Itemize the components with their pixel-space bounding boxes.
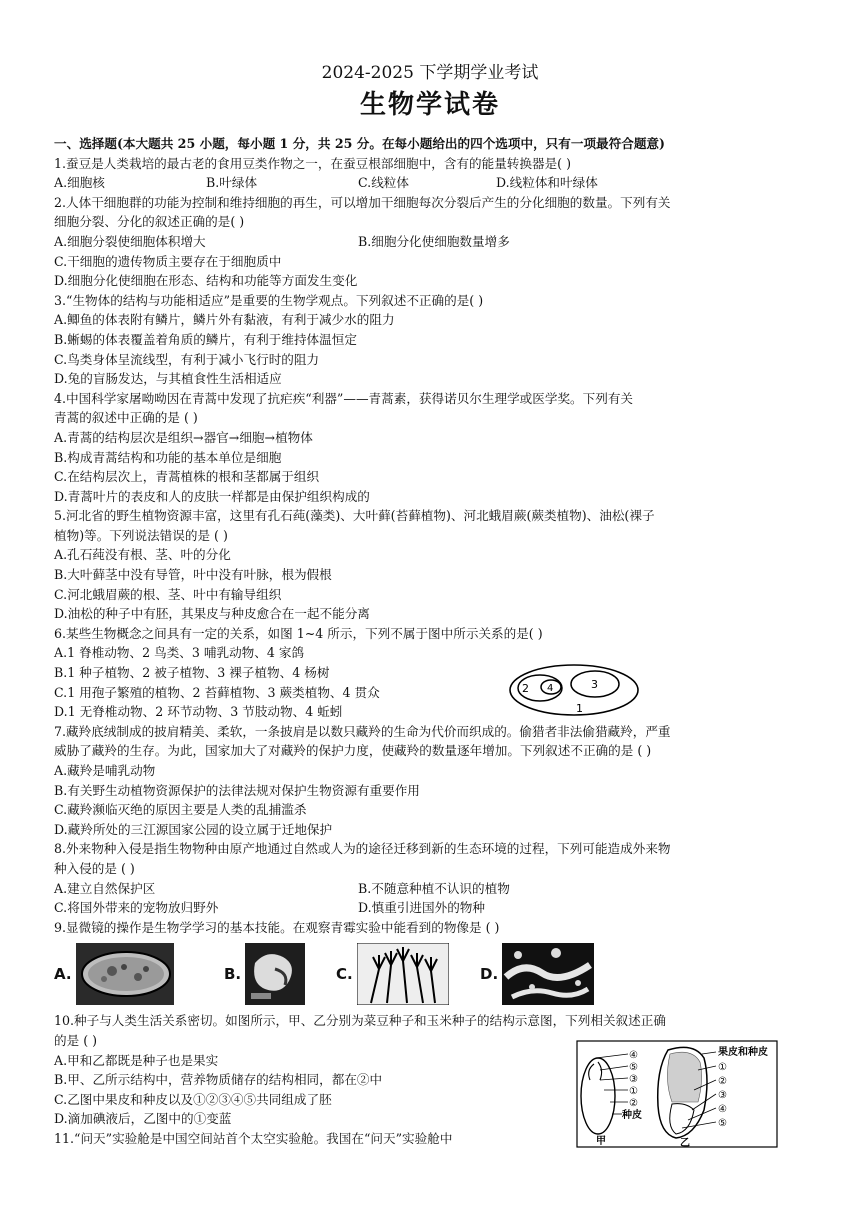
q7-option-d: D.藏羚所处的三江源国家公园的设立属于迁地保护: [54, 821, 333, 837]
question-1-options: [54, 173, 814, 193]
corn-endosperm: [667, 1052, 701, 1102]
q9-image-label-c: C.: [336, 964, 353, 983]
q9-image-label-b: B.: [224, 964, 242, 983]
q10-option-c: C.乙图中果皮和种皮以及①②③④⑤共同组成了胚: [54, 1091, 332, 1107]
question-6-stem: 6.某些生物概念之间具有一定的关系，如图 1~4 所示，下列不属于图中所示关系的是( ): [54, 625, 543, 641]
bean-label-3: ③: [629, 1074, 638, 1085]
bean-label-4: ④: [629, 1050, 638, 1061]
bean-seed-outline: [581, 1058, 615, 1134]
question-1-stem: 1.蚕豆是人类栽培的最古老的食用豆类作物之一，在蚕豆根部细胞中，含有的能量转换器是( ): [54, 155, 572, 171]
question-11-stem: 11.“问天”实验舱是中国空间站首个太空实验舱。我国在“问天”实验舱中: [54, 1130, 453, 1146]
bean-label-2: ②: [629, 1098, 638, 1109]
question-8-stem-line2: 种入侵的是 ( ): [54, 860, 135, 876]
corn-pericarp-label: 果皮和种皮: [718, 1047, 768, 1058]
q9-image-label-d: D.: [480, 964, 499, 983]
diagram-label-2: 2: [522, 682, 529, 695]
q7-option-c: C.藏羚濒临灭绝的原因主要是人类的乱捕滥杀: [54, 802, 307, 818]
q2-option-a: A.细胞分裂使细胞体积增大: [54, 233, 206, 249]
q9-image-option-a: [54, 943, 224, 1005]
seed-structure-diagram: [576, 1040, 778, 1148]
diagram-label-1: 1: [576, 702, 583, 715]
q6-option-b: B.1 种子植物、2 被子植物、3 裸子植物、4 杨树: [54, 665, 330, 681]
q5-option-a: A.孔石莼没有根、茎、叶的分化: [54, 547, 231, 563]
question-7-stem-line2: 威胁了藏羚的生存。为此，国家加大了对藏羚的保护力度，使藏羚的数量逐年增加。下列叙述不正确的是 ( ): [54, 743, 652, 759]
q1-option-a: A.细胞核: [54, 175, 105, 191]
q3-option-a: A.鲫鱼的体表附有鳞片，鳞片外有黏液，有利于减少水的阻力: [54, 312, 395, 328]
q5-option-b: B.大叶藓茎中没有导管，叶中没有叶脉，根为假根: [54, 567, 332, 583]
bean-label-5: ⑤: [629, 1062, 638, 1073]
question-10-stem-line2: 的是 ( ): [54, 1032, 98, 1048]
q4-option-a: A.青蒿的结构层次是组织→器官→细胞→植物体: [54, 429, 313, 445]
exam-title: 生物学试卷: [359, 90, 500, 120]
q1-option-d: D.线粒体和叶绿体: [496, 175, 598, 191]
q5-option-d: D.油松的种子中有胚，其果皮与种皮愈合在一起不能分离: [54, 606, 370, 622]
q9-image-option-b: [224, 943, 336, 1005]
q9-image-label-a: A.: [54, 964, 72, 983]
penicillium-micrograph-image: [357, 943, 449, 1005]
diagram-label-3: 3: [591, 678, 598, 691]
q4-option-c: C.在结构层次上，青蒿植株的根和茎都属于组织: [54, 469, 320, 485]
q1-option-c: C.线粒体: [358, 175, 409, 191]
q2-option-b: B.细胞分化使细胞数量增多: [358, 233, 510, 249]
q9-image-option-c: [336, 943, 480, 1005]
paramecium-micrograph-image: [76, 943, 174, 1005]
q8-option-b: B.不随意种植不认识的植物: [358, 880, 510, 896]
question-9-image-options: [54, 941, 814, 1007]
question-4-stem-line2: 青蒿的叙述中正确的是 ( ): [54, 410, 198, 426]
question-9-stem: 9.显微镜的操作是生物学学习的基本技能。在观察青霉实验中能看到的物像是 ( ): [54, 919, 500, 935]
corn-label-2: ②: [718, 1076, 727, 1087]
question-3-stem: 3.“生物体的结构与功能相适应”是重要的生物学观点。下列叙述不正确的是( ): [54, 292, 484, 308]
q3-option-d: D.兔的盲肠发达，与其植食性生活相适应: [54, 371, 282, 387]
corn-label-5: ⑤: [718, 1118, 727, 1129]
q6-option-a: A.1 脊椎动物、2 鸟类、3 哺乳动物、4 家鸽: [54, 645, 305, 661]
bean-seed-name: 甲: [596, 1136, 606, 1147]
question-7-stem-line1: 7.藏羚底绒制成的披肩精美、柔软，一条披肩是以数只藏羚的生命为代价而织成的。偷猎者非法偷猎藏羚，严重: [54, 723, 671, 739]
q7-option-b: B.有关野生动植物资源保护的法律法规对保护生物资源有重要作用: [54, 782, 420, 798]
question-8-options-ab: [54, 879, 814, 899]
q8-option-a: A.建立自然保护区: [54, 880, 156, 896]
exam-year-heading: 2024-2025 下学期学业考试: [321, 63, 539, 83]
corn-label-3: ③: [718, 1090, 727, 1101]
bean-seed-coat-label: 种皮: [622, 1110, 642, 1121]
yeast-micrograph-image: [502, 943, 594, 1005]
diagram-label-4: 4: [547, 683, 554, 694]
q2-option-c: C.干细胞的遗传物质主要存在于细胞质中: [54, 253, 282, 269]
q3-option-c: C.鸟类身体呈流线型，有利于减小飞行时的阻力: [54, 351, 320, 367]
q10-option-b: B.甲、乙所示结构中，营养物质储存的结构相同，都在②中: [54, 1072, 383, 1088]
corn-label-1: ①: [718, 1062, 727, 1073]
q5-option-c: C.河北蛾眉蕨的根、茎、叶中有输导组织: [54, 586, 282, 602]
q8-option-d: D.慎重引进国外的物种: [358, 900, 485, 916]
bean-label-1: ①: [629, 1086, 638, 1097]
exam-body: [54, 134, 814, 1149]
q4-option-d: D.青蒿叶片的表皮和人的皮肤一样都是由保护组织构成的: [54, 488, 370, 504]
q9-image-option-d: [480, 943, 650, 1005]
concept-relationship-diagram: [506, 662, 642, 720]
q4-option-b: B.构成青蒿结构和功能的基本单位是细胞: [54, 449, 282, 465]
question-5-stem-line2: 植物)等。下列说法错误的是 ( ): [54, 527, 228, 543]
q3-option-b: B.蜥蜴的体表覆盖着角质的鳞片，有利于维持体温恒定: [54, 331, 357, 347]
section-heading: 一、选择题(本大题共 25 小题，每小题 1 分，共 25 分。在每小题给出的四个选项中，只有一项最符合题意): [54, 136, 665, 151]
question-2-stem-line2: 细胞分裂、分化的叙述正确的是( ): [54, 214, 245, 230]
question-10-stem-line1: 10.种子与人类生活关系密切。如图所示，甲、乙分别为菜豆种子和玉米种子的结构示意图，下列相关叙述正确: [54, 1013, 666, 1029]
question-2-options-ab: [54, 232, 814, 252]
corn-seed-name: 乙: [680, 1138, 690, 1148]
q10-option-a: A.甲和乙都既是种子也是果实: [54, 1052, 219, 1068]
q10-option-d: D.滴加碘液后，乙图中的①变蓝: [54, 1111, 232, 1127]
question-5-stem-line1: 5.河北省的野生植物资源丰富，这里有孔石莼(藻类)、大叶藓(苔藓植物)、河北蛾眉蕨(蕨类植物)、油松(裸子: [54, 508, 655, 524]
q6-option-d: D.1 无脊椎动物、2 环节动物、3 节肢动物、4 蚯蚓: [54, 704, 343, 720]
q6-option-c: C.1 用孢子繁殖的植物、2 苔藓植物、3 蕨类植物、4 贯众: [54, 684, 380, 700]
question-8-stem-line1: 8.外来物种入侵是指生物物种由原产地通过自然或人为的途径迁移到新的生态环境的过程，下列可能造成外来物: [54, 841, 671, 857]
q2-option-d: D.细胞分化使细胞在形态、结构和功能等方面发生变化: [54, 273, 358, 289]
corn-label-4: ④: [718, 1104, 727, 1115]
question-4-stem-line1: 4.中国科学家屠呦呦因在青蒿中发现了抗疟疾“利器”——青蒿素，获得诺贝尔生理学或医学奖。下列有关: [54, 390, 634, 406]
q1-option-b: B.叶绿体: [206, 175, 258, 191]
q8-option-c: C.将国外带来的宠物放归野外: [54, 900, 219, 916]
cell-micrograph-image: [245, 943, 305, 1005]
question-8-options-cd: [54, 898, 814, 918]
question-2-stem-line1: 2.人体干细胞群的功能为控制和维持细胞的再生，可以增加干细胞每次分裂后产生的分化细胞的数量。下列有关: [54, 194, 671, 210]
q7-option-a: A.藏羚是哺乳动物: [54, 763, 156, 778]
